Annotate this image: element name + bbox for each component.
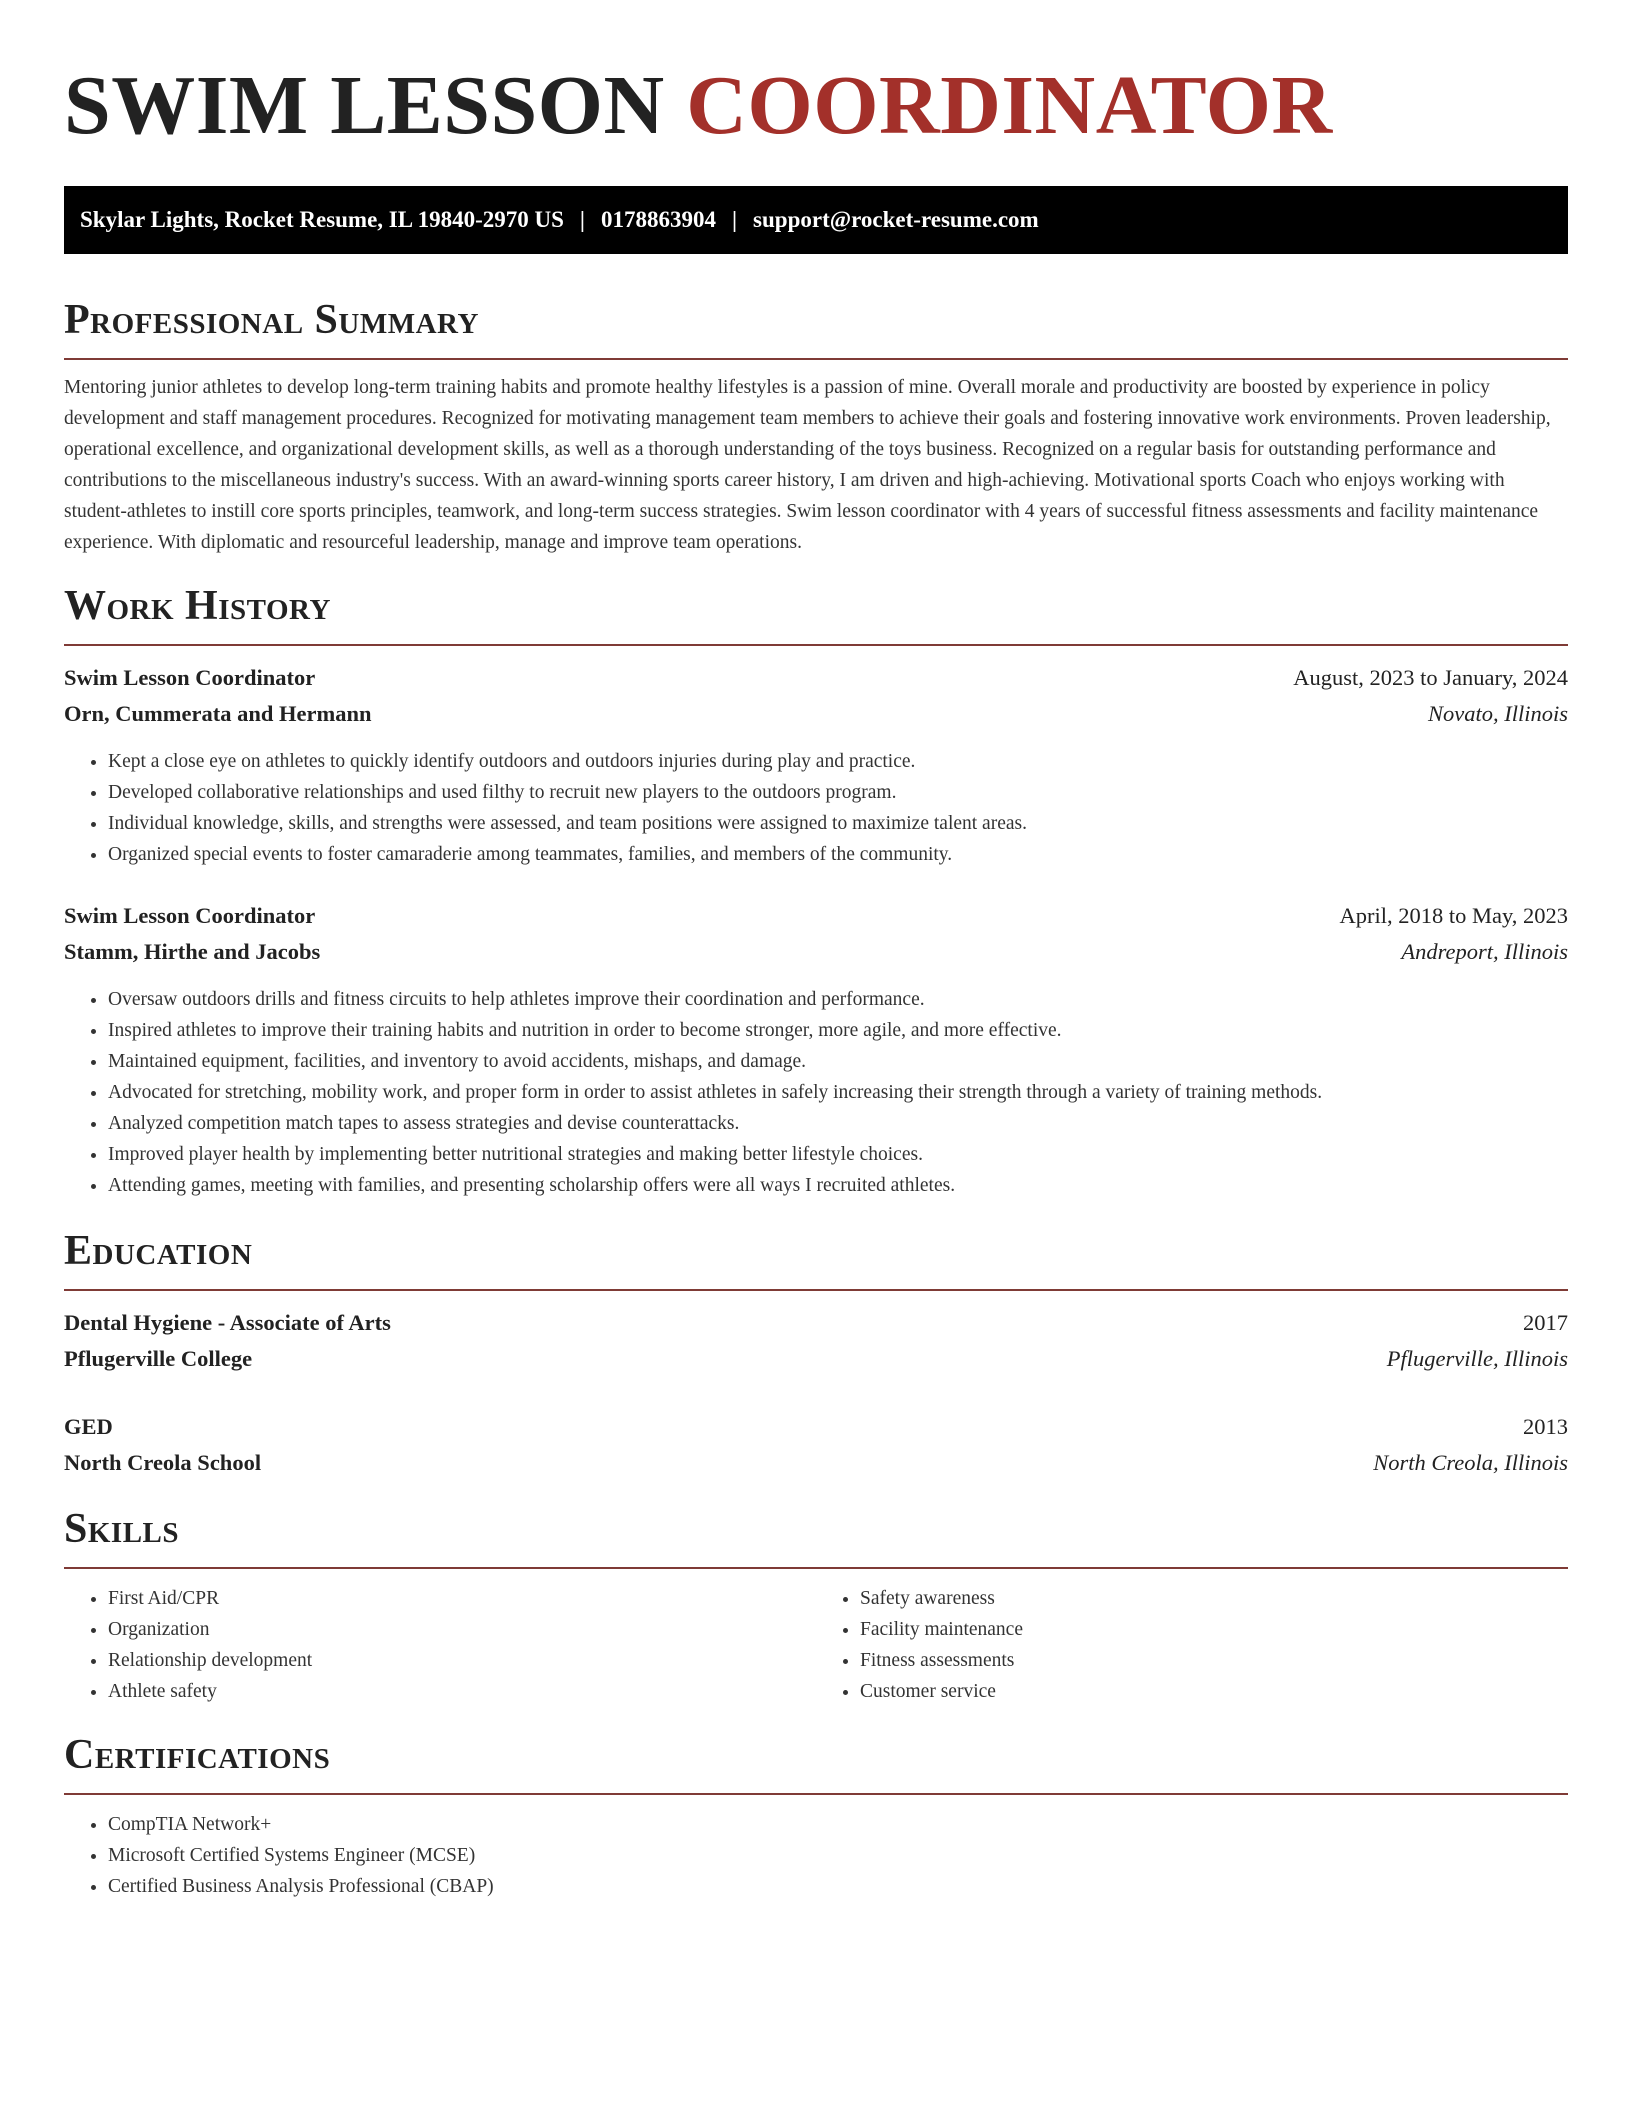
section-divider [64,1289,1568,1291]
job-bullet: • Individual knowledge, skills, and strengths were assessed, and team positions were assigned to maximize talent areas. [108,808,1568,839]
contact-phone[interactable]: 0178863904 [600,207,716,232]
job-location: Andreport, Illinois [1401,939,1568,964]
job-header-row [64,898,1568,934]
job-company-row [64,934,1568,970]
section-divider [64,644,1568,646]
section-divider [64,358,1568,360]
title-accent: COORDINATOR [686,59,1333,152]
section-heading-skills: Skills [64,1506,180,1552]
education-header-row [64,1305,1568,1341]
skill-item: • Safety awareness [860,1583,1568,1614]
education-header-row [64,1409,1568,1445]
job-header-row [64,660,1568,696]
job-location: Novato, Illinois [1428,701,1568,726]
contact-email[interactable]: support@rocket-resume.com [753,207,1039,232]
contact-bar [64,186,1568,254]
certifications-section [64,1729,1568,1902]
contact-address: Skylar Lights, Rocket Resume, IL 19840-2970 US [80,207,564,232]
job-dates: April, 2018 to May, 2023 [1339,903,1568,928]
job-title: Swim Lesson Coordinator [64,903,316,928]
job-bullet: • Advocated for stretching, mobility work, and proper form in order to assist athletes in safely increasing their strength through a variety of training methods. [108,1077,1568,1108]
job-title: Swim Lesson Coordinator [64,665,316,690]
contact-separator: | [731,207,738,232]
education-location: Pflugerville, Illinois [1386,1346,1568,1371]
contact-separator: | [579,207,585,232]
job-bullet: • Maintained equipment, facilities, and inventory to avoid accidents, mishaps, and damage. [108,1046,1568,1077]
resume-title [64,0,1568,156]
certification-item: • Certified Business Analysis Professional (CBAP) [108,1871,1568,1902]
education-entry [64,1305,1568,1377]
job-bullet: • Inspired athletes to improve their training habits and nutrition in order to become stronger, more agile, and more effective. [108,1015,1568,1046]
education-year: 2017 [1523,1310,1568,1335]
work-history-section [64,580,1568,1201]
section-divider [64,1793,1568,1795]
certification-item: • CompTIA Network+ [108,1809,1568,1840]
title-main: SWIM LESSON [64,59,665,152]
job-company: Orn, Cummerata and Hermann [64,701,372,726]
skills-list-right [816,1583,1568,1707]
skill-item: • Customer service [860,1676,1568,1707]
section-divider [64,1567,1568,1569]
summary-section [64,294,1568,558]
education-location: North Creola, Illinois [1373,1450,1568,1475]
job-bullet: • Improved player health by implementing better nutritional strategies and making better lifestyle choices. [108,1139,1568,1170]
job-entry [64,898,1568,1201]
job-bullet: • Attending games, meeting with families, and presenting scholarship offers were all ways I recruited athletes. [108,1170,1568,1201]
skill-item: • Relationship development [108,1645,816,1676]
skill-item: • Athlete safety [108,1676,816,1707]
job-company: Stamm, Hirthe and Jacobs [64,939,321,964]
job-bullet: • Oversaw outdoors drills and fitness circuits to help athletes improve their coordination and performance. [108,984,1568,1015]
certifications-list [64,1809,1568,1902]
education-degree: Dental Hygiene - Associate of Arts [64,1310,391,1335]
skill-item: • First Aid/CPR [108,1583,816,1614]
education-school: North Creola School [64,1450,262,1475]
education-school-row [64,1445,1568,1481]
section-heading-work-history: Work History [64,583,331,629]
skill-item: • Facility maintenance [860,1614,1568,1645]
education-entry [64,1409,1568,1481]
job-bullet: • Organized special events to foster camaraderie among teammates, families, and members of the community. [108,839,1568,870]
certification-item: • Microsoft Certified Systems Engineer (MCSE) [108,1840,1568,1871]
skills-grid [64,1583,1568,1707]
job-bullet: • Developed collaborative relationships and used filthy to recruit new players to the outdoors program. [108,777,1568,808]
education-year: 2013 [1523,1414,1568,1439]
skills-section [64,1503,1568,1707]
job-bullet: • Analyzed competition match tapes to assess strategies and devise counterattacks. [108,1108,1568,1139]
job-company-row [64,696,1568,732]
section-heading-certifications: Certifications [64,1732,331,1778]
education-degree: GED [64,1414,113,1439]
education-school: Pflugerville College [64,1346,253,1371]
job-bullet: • Kept a close eye on athletes to quickly identify outdoors and outdoors injuries during play and practice. [108,746,1568,777]
section-heading-education: Education [64,1228,253,1274]
skill-item: • Fitness assessments [860,1645,1568,1676]
skill-item: • Organization [108,1614,816,1645]
education-section [64,1225,1568,1481]
job-bullets [64,746,1568,870]
job-entry [64,660,1568,870]
skills-list-left [64,1583,816,1707]
summary-text: Mentoring junior athletes to develop long-term training habits and promote healthy lifestyles is a passion of mine. Overall morale and productivity are boosted by experience in policy development and staff management procedures. Recognized for motivating management team members to achieve their goals and fostering innovative work environments. Proven leadership, operational excellence, and organizational development skills, as well as a thorough understanding of the toys business. Recognized on a regular basis for outstanding performance and contributions to the miscellaneous industry's success. With an award-winning sports career history, I am driven and high-achieving. Motivational sports Coach who enjoys working with student-athletes to instill core sports principles, teamwork, and long-term success strategies. Swim lesson coordinator with 4 years of successful fitness assessments and facility maintenance experience. With diplomatic and resourceful leadership, manage and improve team operations. [64,377,1551,553]
education-school-row [64,1341,1568,1377]
job-bullets [64,984,1568,1201]
job-dates: August, 2023 to January, 2024 [1293,665,1568,690]
section-heading-summary: Professional Summary [64,297,479,343]
